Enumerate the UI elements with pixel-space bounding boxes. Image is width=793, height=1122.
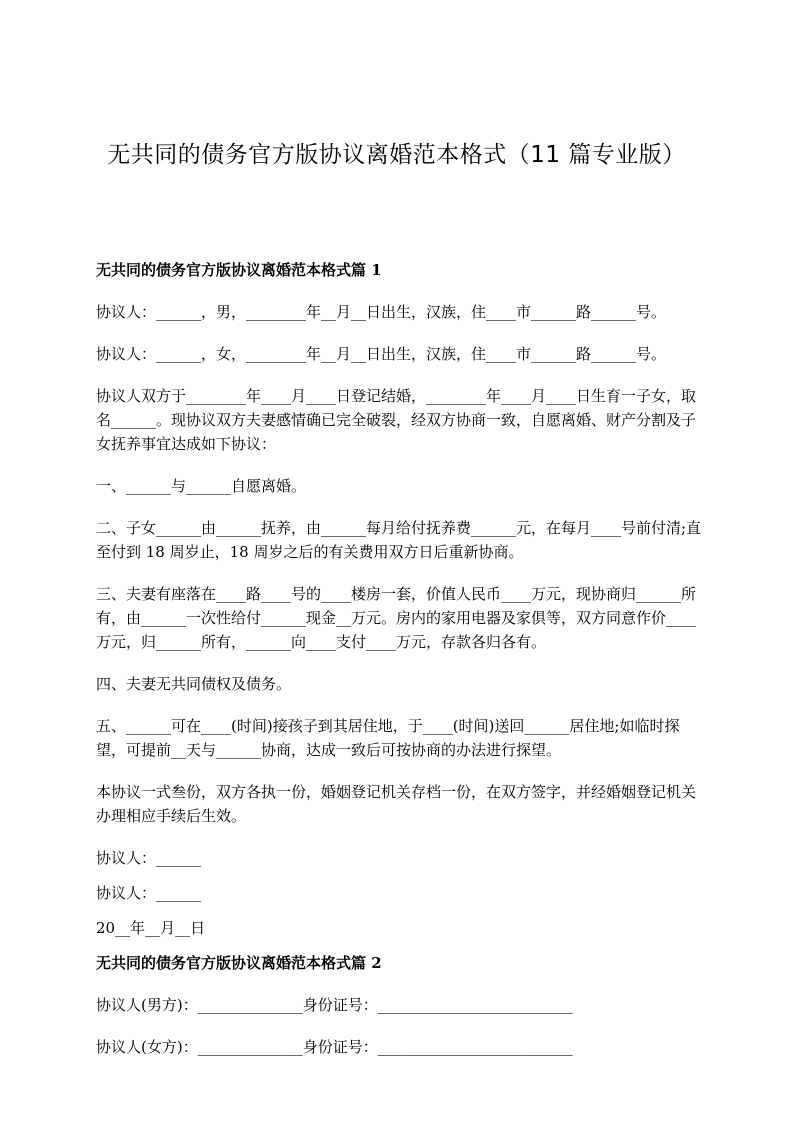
section-2 (96, 951, 708, 1059)
paragraph: 协议人双方于________年____月____日登记结婚，________年____月____日生育一子女，取名______。现协议双方夫妻感情确已完全破裂，经双方协商一致，自愿离婚、财产分割及子女抚养事宜达成如下协议： (96, 387, 697, 453)
signature-line: 协议人：______ (96, 849, 202, 867)
paragraph: 协议人(男方)：______________身份证号：__________________________ (96, 996, 573, 1014)
paragraph: 协议人(女方)：______________身份证号：__________________________ (96, 1038, 573, 1056)
paragraph: 协议人：______，男，________年__月__日出生，汉族，住____市______路______号。 (96, 303, 667, 321)
section-heading: 无共同的债务官方版协议离婚范本格式篇 1 (96, 261, 382, 279)
section-heading: 无共同的债务官方版协议离婚范本格式篇 2 (96, 954, 382, 972)
paragraph: 二、子女______由______抚养，由______每月给付抚养费______元，在每月____号前付清;直至付到 18 周岁止，18 周岁之后的有关费用双方日后重新协商。 (96, 519, 702, 561)
date-line: 20__年__月__日 (96, 919, 206, 937)
document-title: 无共同的债务官方版协议离婚范本格式（11 篇专业版） (107, 142, 686, 168)
document-body (96, 258, 708, 1077)
paragraph: 一、______与______自愿离婚。 (96, 477, 307, 495)
paragraph: 本协议一式叁份，双方各执一份，婚姻登记机关存档一份，在双方签字，并经婚姻登记机关办理相应手续后生效。 (96, 783, 697, 825)
section-1 (96, 258, 708, 940)
paragraph: 三、夫妻有座落在____路____号的____楼房一套，价值人民币____万元，现协商归______所有，由______一次性给付______现金__万元。房内的家用电器及家俱等，双方同意作价____万元，归______所有，______向____支付____万元，存款各归各有。 (96, 585, 697, 651)
signature-line: 协议人：______ (96, 884, 202, 902)
paragraph: 五、______可在____(时间)接孩子到其居住地，于____(时间)送回______居住地;如临时探望，可提前__天与______协商，达成一致后可按协商的办法进行探望。 (96, 717, 680, 759)
paragraph: 协议人：______，女，________年__月__日出生，汉族，住____市______路______号。 (96, 345, 667, 363)
paragraph: 四、夫妻无共同债权及债务。 (96, 675, 292, 693)
